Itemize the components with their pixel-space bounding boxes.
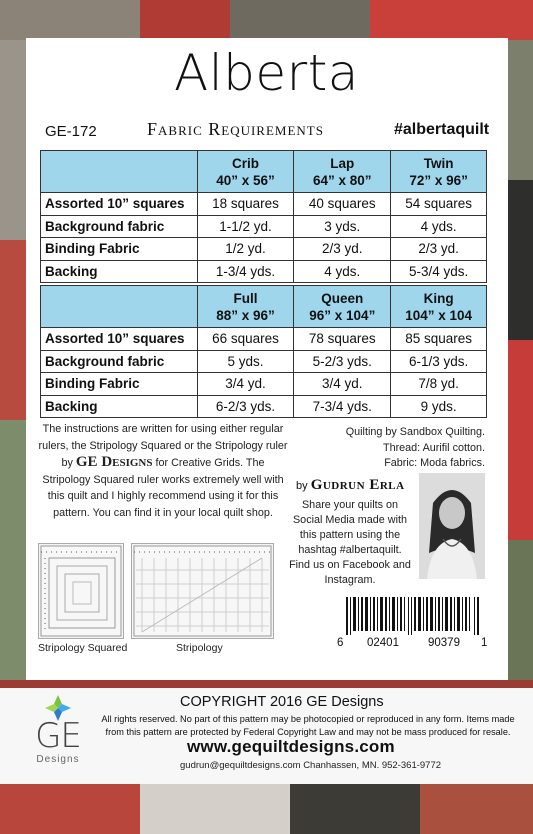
section-subtitle: Fabric Requirements (147, 119, 324, 139)
designer-photo (419, 473, 485, 579)
logo-designs-text: Designs (36, 754, 80, 765)
table-cell: 66 squares (197, 328, 294, 351)
size-dims: 104” x 104 (405, 307, 472, 323)
header-cell (294, 151, 391, 193)
row-label: Assorted 10” squares (41, 193, 198, 216)
row-label: Backing (41, 260, 198, 283)
header-cell (294, 286, 391, 328)
table-row (41, 328, 487, 351)
contact-info: gudrun@gequiltdesigns.com Chanhassen, MN. 952-361-9772 (180, 760, 442, 771)
row-label: Assorted 10” squares (41, 328, 198, 351)
table-row (41, 373, 487, 396)
stripology-squared-label: Stripology Squared (38, 642, 128, 654)
table-cell: 6-1/3 yds. (391, 350, 487, 373)
credit-quilting: Quilting by Sandbox Quilting. (345, 426, 485, 438)
row-label: Backing (41, 395, 198, 418)
copyright-line: COPYRIGHT 2016 GE Designs (180, 694, 384, 710)
pattern-title: Alberta (174, 44, 359, 102)
row-label: Background fabric (41, 215, 198, 238)
header-cell (391, 286, 487, 328)
logo-ge-text: GE (35, 716, 81, 756)
header-cell (391, 151, 487, 193)
row-label: Binding Fabric (41, 373, 198, 396)
table-cell: 7-3/4 yds. (294, 395, 391, 418)
table-cell: 4 yds. (391, 215, 487, 238)
size-name: Twin (423, 155, 454, 171)
row-label: Background fabric (41, 350, 198, 373)
size-dims: 96” x 104” (309, 307, 376, 323)
table-row (41, 215, 487, 238)
barcode-digit-group-left: 02401 (367, 637, 399, 649)
table-cell: 4 yds. (294, 260, 391, 283)
stripology-ruler-image (131, 543, 274, 639)
size-dims: 40” x 56” (216, 172, 275, 188)
size-name: Full (233, 290, 258, 306)
stripology-squared-ruler-image (38, 543, 124, 639)
table-cell: 3/4 yd. (197, 373, 294, 396)
designer-name: Gudrun Erla (310, 477, 405, 493)
barcode-digit-last: 1 (481, 637, 488, 649)
table-cell: 5-2/3 yds. (294, 350, 391, 373)
table-row (41, 238, 487, 261)
table-cell: 2/3 yd. (391, 238, 487, 261)
social-share-text: Share your quilts on Social Media made with this pattern using the hashtag #albertaquilt. Find us on Facebook and Instagram. (289, 499, 411, 586)
table-cell: 1-1/2 yd. (197, 215, 294, 238)
table-cell: 78 squares (294, 328, 391, 351)
pattern-number: GE-172 (45, 123, 97, 140)
table-header-row (41, 286, 487, 328)
barcode (346, 597, 481, 635)
table-cell: 7/8 yd. (391, 373, 487, 396)
table-cell: 40 squares (294, 193, 391, 216)
barcode-digit-first: 6 (337, 637, 344, 649)
size-name: Crib (232, 155, 260, 171)
table-cell: 2/3 yd. (294, 238, 391, 261)
size-dims: 72” x 96” (409, 172, 468, 188)
barcode-digit-group-right: 90379 (428, 637, 460, 649)
table-cell: 18 squares (197, 193, 294, 216)
quilt-credits (305, 425, 485, 472)
table-cell: 3 yds. (294, 215, 391, 238)
instructions-paragraph (38, 421, 288, 521)
table-cell: 6-2/3 yds. (197, 395, 294, 418)
table-row (41, 395, 487, 418)
requirements-table-large (40, 285, 487, 418)
table-cell: 5 yds. (197, 350, 294, 373)
size-name: Queen (321, 290, 364, 306)
credit-thread: Thread: Aurifil cotton. (382, 441, 485, 454)
intro-text-after: for Creative Grids. The Stripology Squared ruler works extremely well with this quilt and I highly recommend using it for this pattern. You can find it in your local quilt shop. (42, 457, 284, 519)
designer-byline (296, 477, 405, 494)
table-cell: 85 squares (391, 328, 487, 351)
hashtag: #albertaquilt (394, 121, 490, 138)
table-cell: 9 yds. (391, 395, 487, 418)
table-row (41, 350, 487, 373)
table-cell: 1/2 yd. (197, 238, 294, 261)
table-cell: 1-3/4 yds. (197, 260, 294, 283)
table-cell: 5-3/4 yds. (391, 260, 487, 283)
header-cell (197, 286, 294, 328)
byline-by: by (296, 480, 308, 492)
ge-designs-logo (18, 694, 98, 774)
header-blank-cell (41, 151, 198, 193)
size-dims: 64” x 80” (313, 172, 372, 188)
header-blank-cell (41, 286, 198, 328)
rights-notice: All rights reserved. No part of this pattern may be photocopied or reproduced in any form. Items made from this pattern are protected by Federal Copyright Law and may not be mass produced for resale. (101, 714, 515, 737)
table-header-row (41, 151, 487, 193)
table-row (41, 260, 487, 283)
size-name: King (423, 290, 454, 306)
size-name: Lap (330, 155, 355, 171)
size-dims: 88” x 96” (216, 307, 275, 323)
brand-name: GE Designs (75, 454, 153, 470)
website-link[interactable]: www.gequiltdesigns.com (187, 737, 395, 756)
table-row (41, 193, 487, 216)
row-label: Binding Fabric (41, 238, 198, 261)
intro-text-before: The instructions are written for using either regular rulers, the Stripology Squared or the Stripology ruler by (38, 423, 288, 469)
table-cell: 3/4 yd. (294, 373, 391, 396)
header-cell (197, 151, 294, 193)
stripology-label: Stripology (176, 642, 223, 654)
table-cell: 54 squares (391, 193, 487, 216)
credit-fabric: Fabric: Moda fabrics. (384, 457, 485, 469)
requirements-table-small (40, 150, 487, 283)
